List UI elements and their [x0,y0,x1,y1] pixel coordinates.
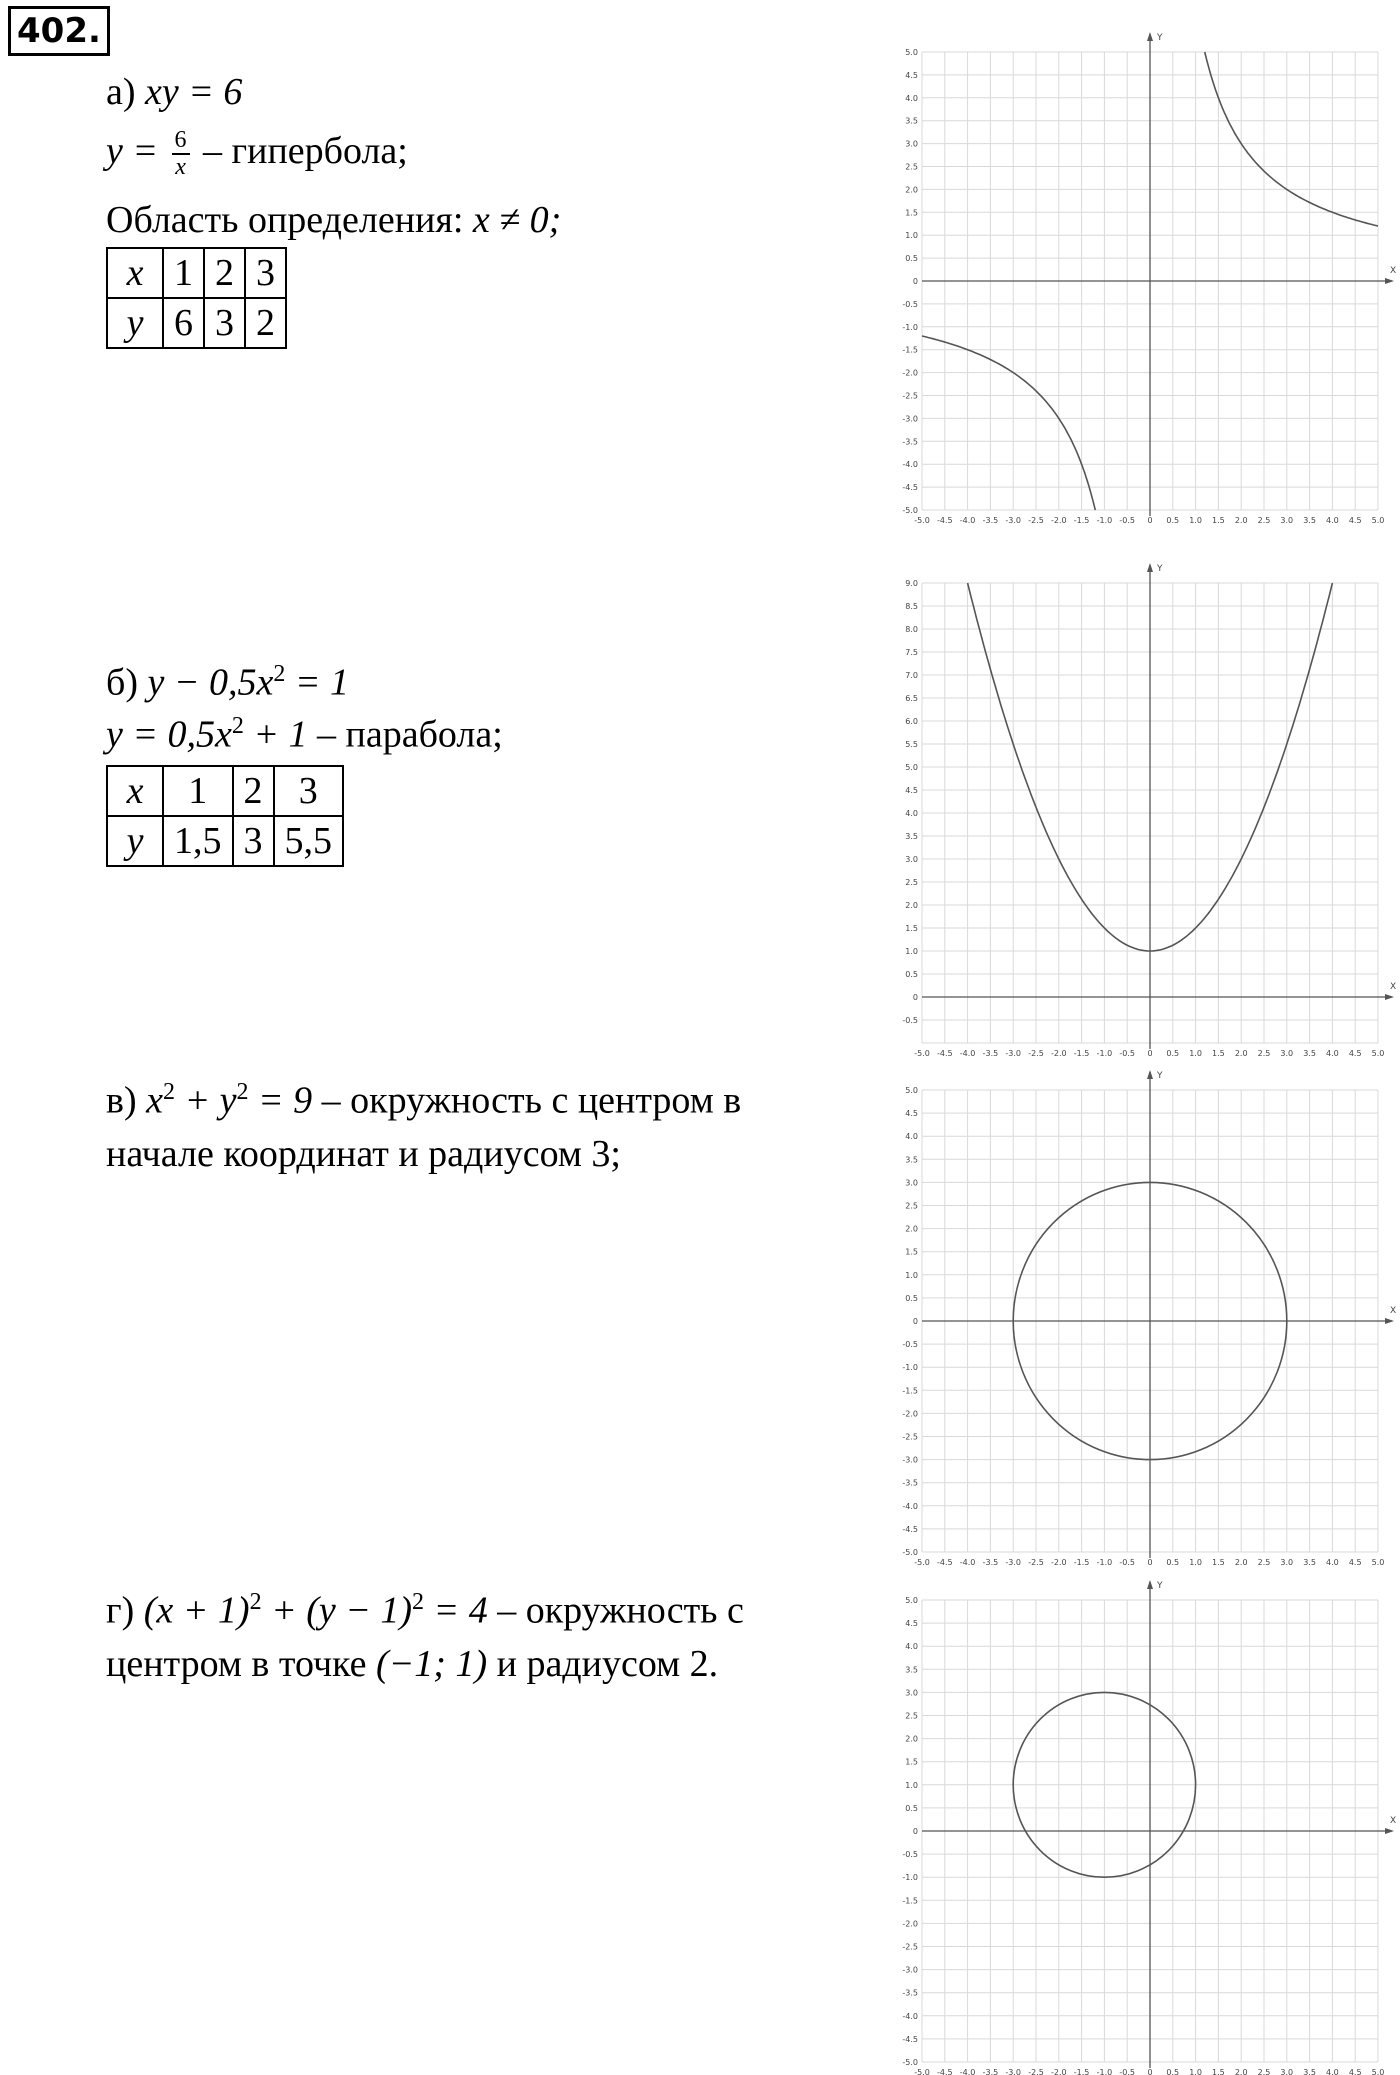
x-tick-label: 3.5 [1303,1558,1316,1567]
y-tick-label: -0.5 [902,1016,918,1025]
table-header-x: x [107,248,163,298]
x-tick-label: 4.5 [1348,1049,1362,1058]
y-tick-label: -2.5 [902,1942,918,1952]
x-tick-label: 3.5 [1303,2068,1316,2075]
x-tick-label: 0 [1147,2068,1153,2075]
y-tick-label: 5.0 [905,48,918,57]
y-tick-label: 8.0 [905,625,918,634]
x-tick-label: 0.5 [1166,1558,1180,1567]
y-tick-label: -5.0 [902,1548,918,1557]
y-axis-label: Y [1157,564,1163,574]
x-axis-label: X [1390,1816,1397,1826]
math: x [146,1079,163,1122]
part-a-domain-text: Область определения: [106,199,473,241]
x-tick-label: -4.0 [959,516,976,525]
x-tick-label: 3.0 [1280,516,1294,525]
x-tick-label: -2.0 [1050,1049,1067,1058]
math: + (y − 1) [261,1589,413,1632]
y-tick-label: 2.5 [905,1201,918,1211]
x-tick-label: 1.5 [1212,2068,1225,2075]
y-tick-label: -1.0 [902,322,918,332]
x-tick-label: -1.5 [1073,1558,1090,1567]
y-tick-label: -4.0 [902,460,918,470]
y-tick-label: 0.5 [905,1293,918,1303]
x-tick-label: -3.0 [1005,1049,1022,1058]
part-a-type: – гипербола; [193,129,408,172]
x-tick-label: 3.5 [1303,1049,1316,1058]
y-tick-label: 1.5 [905,1757,918,1767]
y-axis-arrow [1147,563,1153,572]
x-tick-label: 4.5 [1348,1558,1362,1567]
x-tick-label: -1.0 [1096,1049,1113,1058]
x-tick-label: -0.5 [1119,2068,1136,2075]
x-tick-label: 4.5 [1348,516,1362,525]
part-a-lhs: y = [106,129,168,172]
table-cell: 2 [233,766,274,816]
y-tick-label: 6.0 [905,717,918,726]
x-tick-label: 4.0 [1326,1049,1339,1058]
exponent: 2 [273,661,286,687]
table-cell: 2 [204,248,245,298]
part-b-fn-math: y = 0,5x [106,713,232,756]
part-b-math-tail: = 1 [285,661,350,704]
y-tick-label: 2.0 [905,185,918,195]
x-tick-label: 1.0 [1189,516,1202,525]
exponent: 2 [412,1589,425,1615]
x-tick-label: 3.0 [1280,1049,1294,1058]
y-tick-label: 1.0 [905,947,918,956]
x-tick-label: 5.0 [1371,2068,1385,2075]
x-axis-label: X [1390,982,1397,992]
y-tick-label: 1.5 [905,924,918,933]
x-tick-label: 0 [1147,1049,1153,1058]
x-tick-label: -2.0 [1050,516,1067,525]
part-b-math: y − 0,5x [147,661,274,704]
y-tick-label: 5.0 [905,1086,918,1095]
x-tick-label: -3.0 [1005,516,1022,525]
y-tick-label: 2.0 [905,901,918,910]
y-tick-label: 3.5 [905,1155,918,1165]
hyperbola-branch [922,336,1095,510]
x-tick-label: 1.0 [1189,1558,1202,1567]
x-tick-label: -4.0 [959,1558,976,1567]
x-tick-label: 1.5 [1212,1049,1225,1058]
exponent: 2 [236,1079,249,1105]
x-tick-label: 2.5 [1257,1558,1271,1567]
y-tick-label: 0 [912,993,918,1002]
exponent: 2 [249,1589,262,1615]
fraction-numerator: 6 [172,128,190,155]
x-tick-label: -4.5 [936,1049,953,1058]
y-tick-label: -1.5 [902,345,918,355]
x-tick-label: -5.0 [914,2068,930,2075]
x-tick-label: 4.0 [1326,516,1339,525]
x-axis-label: X [1390,1306,1397,1316]
y-tick-label: 2.5 [905,162,918,172]
x-tick-label: 5.0 [1371,516,1385,525]
table-cell: 1 [163,248,204,298]
x-tick-label: 4.0 [1326,2068,1339,2075]
x-tick-label: -1.5 [1073,1049,1090,1058]
y-tick-label: 4.0 [905,1642,918,1652]
y-tick-label: 1.5 [905,208,918,218]
x-tick-label: -3.0 [1005,1558,1022,1567]
y-tick-label: 4.5 [905,1619,918,1629]
x-tick-label: 0 [1147,516,1153,525]
x-axis-arrow [1385,1318,1394,1324]
table-cell: 2 [245,298,286,348]
y-tick-label: 7.0 [905,671,918,680]
x-tick-label: 2.5 [1257,2068,1271,2075]
math: (x + 1) [143,1589,250,1632]
y-tick-label: -1.5 [902,1896,918,1906]
problem-number: 402. [8,6,110,56]
y-tick-label: -1.0 [902,1873,918,1883]
x-tick-label: -2.5 [1028,1558,1044,1567]
y-tick-label: 2.0 [905,1734,918,1744]
part-a-math: xy = 6 [145,71,243,113]
y-tick-label: -0.5 [902,299,918,309]
y-tick-label: 6.5 [905,694,918,703]
part-b-fn-math-tail: + 1 [243,713,308,756]
y-tick-label: 8.5 [905,602,918,611]
part-b-prefix: б) [106,661,148,704]
part-b-type: – парабола; [307,713,503,756]
y-tick-label: 0 [912,1827,918,1836]
y-tick-label: 1.5 [905,1247,918,1257]
y-tick-label: -2.0 [902,368,918,378]
x-tick-label: -1.0 [1096,1558,1113,1567]
y-tick-label: 7.5 [905,648,918,657]
y-tick-label: -2.5 [902,1432,918,1442]
x-tick-label: 0.5 [1166,1049,1180,1058]
y-tick-label: 3.5 [905,116,918,126]
y-axis-arrow [1147,32,1153,41]
x-tick-label: 2.0 [1234,516,1248,525]
y-tick-label: 9.0 [905,579,918,588]
y-tick-label: 3.0 [905,855,918,864]
y-tick-label: 5.0 [905,1596,918,1605]
y-tick-label: -0.5 [902,1850,918,1860]
x-tick-label: -4.5 [936,516,953,525]
y-tick-label: 1.0 [905,231,918,241]
y-tick-label: 1.0 [905,1270,918,1280]
math: + y [174,1079,237,1122]
x-axis-arrow [1385,278,1394,284]
x-tick-label: -1.0 [1096,516,1113,525]
table-cell: 3 [204,298,245,348]
x-tick-label: 0.5 [1166,2068,1180,2075]
x-tick-label: -2.0 [1050,2068,1067,2075]
x-tick-label: 3.0 [1280,1558,1294,1567]
x-tick-label: -4.0 [959,2068,976,2075]
y-tick-label: -2.0 [902,1409,918,1419]
x-tick-label: 5.0 [1371,1558,1385,1567]
y-tick-label: 0 [912,1317,918,1326]
y-tick-label: -4.0 [902,1501,918,1511]
y-tick-label: 4.0 [905,1132,918,1142]
y-axis-label: Y [1157,1071,1163,1081]
x-tick-label: 5.0 [1371,1049,1385,1058]
y-tick-label: 0.5 [905,1803,918,1813]
x-tick-label: -3.5 [982,1558,999,1567]
x-tick-label: -2.5 [1028,516,1044,525]
part-g-text: – окружность с [487,1589,744,1632]
y-axis-label: Y [1157,1581,1163,1591]
x-tick-label: 1.5 [1212,516,1225,525]
x-tick-label: -3.5 [982,2068,999,2075]
x-axis-label: X [1390,266,1397,276]
y-tick-label: -3.0 [902,1965,918,1975]
x-tick-label: 2.0 [1234,2068,1248,2075]
y-tick-label: 0.5 [905,970,918,979]
table-cell: 5,5 [274,816,344,866]
y-tick-label: 0 [912,277,918,286]
y-tick-label: -3.0 [902,1455,918,1465]
y-tick-label: -5.0 [902,506,918,515]
x-tick-label: 2.0 [1234,1558,1248,1567]
y-tick-label: 3.0 [905,139,918,149]
x-tick-label: -5.0 [914,1049,930,1058]
x-tick-label: -0.5 [1119,1558,1136,1567]
x-tick-label: 0.5 [1166,516,1180,525]
part-v-line2: начале координат и радиусом 3; [106,1133,621,1175]
y-tick-label: -3.0 [902,414,918,424]
y-axis-label: Y [1157,33,1163,43]
x-tick-label: -0.5 [1119,1049,1136,1058]
x-axis-arrow [1385,1828,1394,1834]
part-v-prefix: в) [106,1079,147,1122]
y-tick-label: 4.5 [905,70,918,80]
y-tick-label: 5.5 [905,740,918,749]
x-tick-label: 3.5 [1303,516,1316,525]
x-tick-label: 4.5 [1348,2068,1362,2075]
y-tick-label: -2.0 [902,1919,918,1929]
table-cell: 6 [163,298,204,348]
table-cell: 1 [163,766,233,816]
part-v-text: – окружность с центром в [312,1079,742,1122]
y-tick-label: 4.0 [905,93,918,103]
y-tick-label: 4.5 [905,1109,918,1119]
table-cell: 3 [245,248,286,298]
exponent: 2 [162,1079,175,1105]
y-tick-label: -3.5 [902,1478,918,1488]
part-a-domain-math: x ≠ 0; [472,199,562,241]
y-tick-label: -1.5 [902,1386,918,1396]
y-tick-label: 3.5 [905,1665,918,1675]
x-tick-label: -1.5 [1073,516,1090,525]
part-g-center-point: (−1; 1) [376,1643,488,1685]
x-tick-label: 1.0 [1189,2068,1202,2075]
y-tick-label: 2.0 [905,1224,918,1234]
y-tick-label: -3.5 [902,1988,918,1998]
y-tick-label: 3.5 [905,832,918,841]
y-tick-label: 3.0 [905,1178,918,1188]
x-tick-label: 2.5 [1257,1049,1271,1058]
x-tick-label: 2.0 [1234,1049,1248,1058]
x-tick-label: -2.0 [1050,1558,1067,1567]
table-header-y: y [107,298,163,348]
x-tick-label: 1.0 [1189,1049,1202,1058]
x-tick-label: -1.0 [1096,2068,1113,2075]
x-tick-label: -5.0 [914,516,930,525]
y-tick-label: -2.5 [902,391,918,401]
x-tick-label: 3.0 [1280,2068,1294,2075]
x-tick-label: -3.5 [982,516,999,525]
part-a-prefix: а) [106,71,146,113]
x-tick-label: -3.5 [982,1049,999,1058]
table-cell: 1,5 [163,816,233,866]
x-axis-arrow [1385,994,1394,1000]
y-tick-label: 2.5 [905,1711,918,1721]
y-tick-label: -4.5 [902,1524,918,1534]
math: = 9 [248,1079,313,1122]
y-tick-label: 1.0 [905,1780,918,1790]
x-tick-label: -2.5 [1028,2068,1044,2075]
y-tick-label: -0.5 [902,1340,918,1350]
exponent: 2 [231,713,244,739]
part-g-prefix: г) [106,1589,144,1632]
y-tick-label: -3.5 [902,437,918,447]
x-tick-label: -0.5 [1119,516,1136,525]
table-cell: 3 [233,816,274,866]
fraction-denominator: x [175,154,186,181]
hyperbola-branch [1205,52,1378,226]
x-tick-label: -3.0 [1005,2068,1022,2075]
y-tick-label: 2.5 [905,878,918,887]
table-cell: 3 [274,766,344,816]
y-axis-arrow [1147,1580,1153,1589]
y-tick-label: -1.0 [902,1363,918,1373]
y-tick-label: 4.5 [905,786,918,795]
math: = 4 [424,1589,488,1632]
y-tick-label: 5.0 [905,763,918,772]
x-tick-label: 2.5 [1257,516,1271,525]
part-g-line2-text: центром в точке [106,1643,376,1685]
x-tick-label: -4.5 [936,2068,953,2075]
y-tick-label: 0.5 [905,254,918,264]
y-tick-label: -4.5 [902,2034,918,2044]
x-tick-label: -2.5 [1028,1049,1044,1058]
y-axis-arrow [1147,1070,1153,1079]
part-g-line2-tail: и радиусом 2. [487,1643,719,1685]
x-tick-label: -1.5 [1073,2068,1090,2075]
table-header-x: x [107,766,163,816]
table-header-y: y [107,816,163,866]
y-tick-label: 3.0 [905,1688,918,1698]
x-tick-label: -4.5 [936,1558,953,1567]
y-tick-label: -5.0 [902,2058,918,2067]
x-tick-label: 4.0 [1326,1558,1339,1567]
y-tick-label: 4.0 [905,809,918,818]
x-tick-label: 1.5 [1212,1558,1225,1567]
x-tick-label: -5.0 [914,1558,930,1567]
x-tick-label: -4.0 [959,1049,976,1058]
x-tick-label: 0 [1147,1558,1153,1567]
y-tick-label: -4.5 [902,483,918,493]
y-tick-label: -4.0 [902,2011,918,2021]
